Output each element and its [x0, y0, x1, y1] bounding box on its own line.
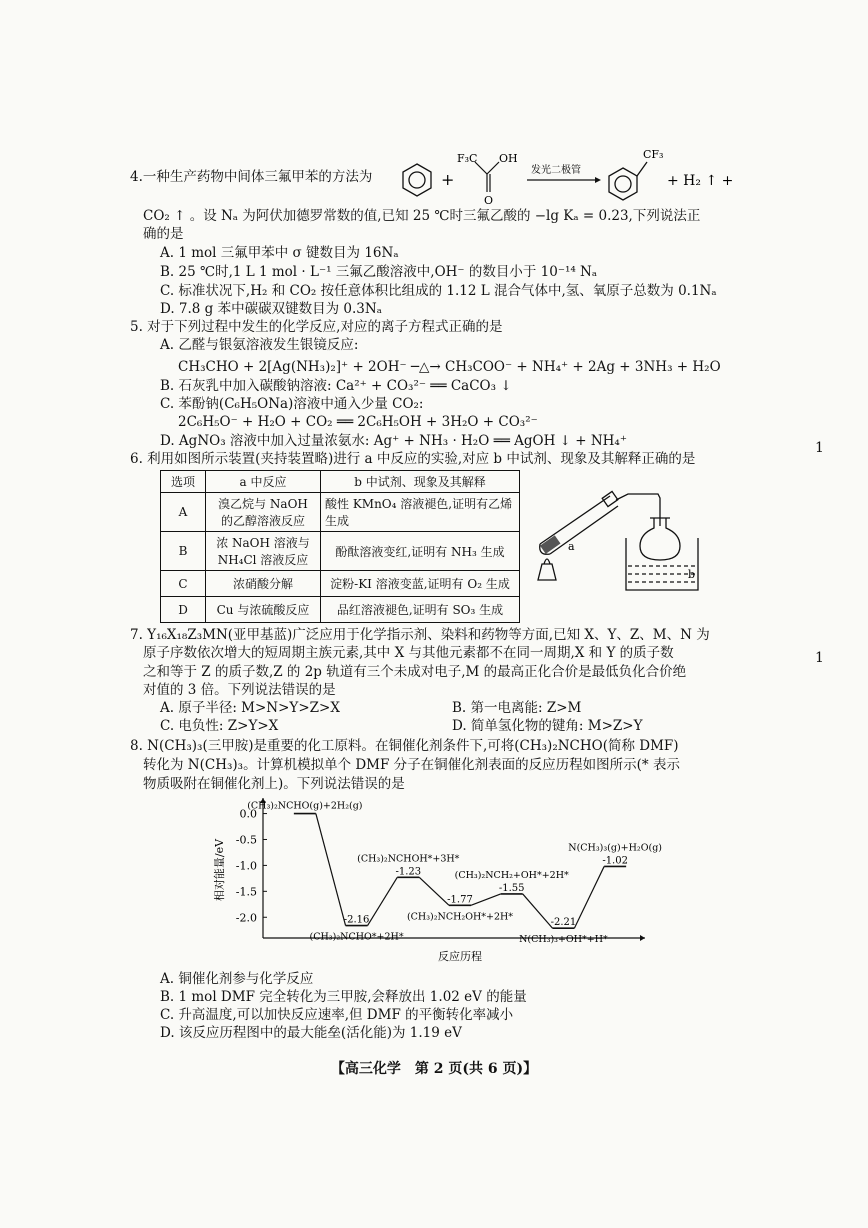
q6-row-d-opt: D	[161, 597, 206, 623]
energy-value-label: -1.77	[447, 894, 473, 906]
q4-stem-line2: CO₂ ↑ 。设 Nₐ 为阿伏加德罗常数的值,已知 25 ℃时三氟乙酸的 −lg Kₐ = 0.23,下列说法正	[143, 208, 701, 224]
q5-option-b: B. 石灰乳中加入碳酸钠溶液: Ca²⁺ + CO₃²⁻ ══ CaCO₃ ↓	[160, 378, 512, 394]
q5-option-c: C. 苯酚钠(C₆H₅ONa)溶液中通入少量 CO₂:	[160, 396, 424, 412]
q6-row-a-result: 酸性 KMnO₄ 溶液褪色,证明有乙烯 生成	[321, 493, 520, 532]
q8-option-b: B. 1 mol DMF 完全转化为三甲胺,会释放出 1.02 eV 的能量	[160, 989, 527, 1005]
energy-value-label: -2.21	[550, 917, 577, 929]
q8-option-d: D. 该反应历程图中的最大能垒(活化能)为 1.19 eV	[160, 1025, 462, 1041]
q8-stem-line2: 转化为 N(CH₃)₃。计算机模拟单个 DMF 分子在铜催化剂表面的反应历程如图所示(* 表示	[143, 757, 680, 773]
plus-sign: +	[441, 170, 455, 189]
arrow-condition-led: 发光二极管	[531, 165, 581, 176]
label-b: b	[688, 568, 696, 581]
y-tick-label: -1.5	[235, 885, 257, 899]
species-label: (CH₃)₂NCH₂OH*+2H*	[406, 911, 514, 923]
q8-option-a: A. 铜催化剂参与化学反应	[160, 971, 314, 987]
q7-stem-line4: 对值的 3 倍。下列说法错误的是	[143, 682, 336, 698]
q5-option-d: D. AgNO₃ 溶液中加入过量浓氨水: Ag⁺ + NH₃ · H₂O ══ AgOH ↓ + NH₄⁺	[160, 433, 627, 449]
q4-option-a: A. 1 mol 三氟甲苯中 σ 键数目为 16Nₐ	[160, 245, 399, 261]
q4-option-d: D. 7.8 g 苯中碳碳双键数目为 0.3Nₐ	[160, 301, 382, 317]
tfa-oh-label: OH	[499, 152, 518, 165]
energy-connector	[574, 866, 604, 928]
page-footer: 【高三化学 第 2 页(共 6 页)】	[330, 1061, 538, 1077]
q4-option-b: B. 25 ℃时,1 L 1 mol · L⁻¹ 三氟乙酸溶液中,OH⁻ 的数目小于 10⁻¹⁴ Nₐ	[160, 264, 598, 280]
q8-option-c: C. 升高温度,可以加快反应速率,但 DMF 的平衡转化率减小	[160, 1007, 514, 1023]
chart-ylabel: 相对能量/eV	[213, 838, 226, 902]
species-label: (CH₃)₂NCHO*+2H*	[309, 931, 404, 943]
q7-option-d: D. 简单氢化物的键角: M>Z>Y	[452, 718, 643, 734]
label-a: a	[568, 540, 575, 553]
q6-row-b-reaction: 浓 NaOH 溶液与 NH₄Cl 溶液反应	[206, 532, 321, 571]
q5-option-c-equation: 2C₆H₅O⁻ + H₂O + CO₂ ══ 2C₆H₅OH + 3H₂O + CO₃²⁻	[178, 414, 538, 430]
q6-apparatus-diagram	[528, 488, 713, 598]
energy-connector	[368, 877, 398, 925]
y-tick-label: -0.5	[235, 833, 257, 847]
species-label: N(CH₃)₃+OH*+H*	[519, 934, 608, 946]
q6-header-a: a 中反应	[206, 471, 321, 493]
species-label: (CH₃)₂NCHOH*+3H*	[357, 853, 460, 865]
energy-connector	[419, 877, 449, 905]
q4-stem-line1: 4.一种生产药物中间体三氟甲苯的方法为	[130, 169, 373, 185]
tfa-f3c-label: F₃C	[457, 152, 478, 165]
q8-stem-line3: 物质吸附在铜催化剂上)。下列说法错误的是	[143, 776, 405, 792]
q6-header-option: 选项	[161, 471, 206, 493]
h2-plus: + H₂ ↑ +	[667, 173, 734, 189]
edge-mark: 1	[815, 440, 824, 456]
q6-row-b-opt: B	[161, 532, 206, 571]
q7-stem-line1: 7. Y₁₆X₁₈Z₃MN(亚甲基蓝)广泛应用于化学指示剂、染料和药物等方面,已知 X、Y、Z、M、N 为	[130, 627, 710, 643]
q4-reaction-scheme	[395, 140, 775, 210]
q7-stem-line3: 之和等于 Z 的质子数,Z 的 2p 轨道有三个未成对电子,M 的最高正化合价是最低负化合价绝	[143, 664, 687, 680]
q7-option-c: C. 电负性: Z>Y>X	[160, 718, 279, 734]
q7-stem-line2: 原子序数依次增大的短周期主族元素,其中 X 与其他元素都不在同一周期,X 和 Y 的质子数	[143, 645, 674, 661]
y-tick-label: -1.0	[235, 859, 257, 873]
species-label: (CH₃)₂NCHO(g)+2H₂(g)	[247, 800, 363, 812]
q6-row-b-result: 酚酞溶液变红,证明有 NH₃ 生成	[321, 532, 520, 571]
energy-value-label: -1.02	[602, 855, 628, 867]
q5-option-a: A. 乙醛与银氨溶液发生银镜反应:	[160, 337, 359, 353]
q7-option-b: B. 第一电离能: Z>M	[452, 700, 582, 716]
energy-connector	[523, 894, 553, 928]
q6-row-c-reaction: 浓硝酸分解	[206, 571, 321, 597]
q7-option-a: A. 原子半径: M>N>Y>Z>X	[160, 700, 340, 716]
q4-option-c: C. 标准状况下,H₂ 和 CO₂ 按任意体积比组成的 1.12 L 混合气体中,氢、氧原子总数为 0.1Nₐ	[160, 283, 717, 299]
y-tick-label: 0.0	[239, 807, 257, 821]
chart-xlabel: 反应历程	[438, 950, 482, 963]
q6-row-a-opt: A	[161, 493, 206, 532]
q6-row-d-result: 品红溶液褪色,证明有 SO₃ 生成	[321, 597, 520, 623]
x-axis-arrow	[640, 935, 645, 941]
q4-stem-line3: 确的是	[143, 226, 184, 242]
energy-connector	[316, 814, 346, 926]
energy-value-label: -1.23	[395, 866, 422, 878]
energy-profile-chart	[205, 790, 665, 965]
q8-stem-line1: 8. N(CH₃)₃(三甲胺)是重要的化工原料。在铜催化剂条件下,可将(CH₃)₂NCHO(简称 DMF)	[130, 738, 679, 754]
q5-stem: 5. 对于下列过程中发生的化学反应,对应的离子方程式正确的是	[130, 319, 503, 335]
energy-connector	[471, 894, 501, 905]
q6-table	[160, 470, 520, 623]
trifluorotoluene-icon	[609, 162, 647, 200]
q6-stem: 6. 利用如图所示装置(夹持装置略)进行 a 中反应的实验,对应 b 中试剂、现象及其解释正确的是	[130, 451, 696, 467]
product-cf3-label: CF₃	[643, 148, 664, 161]
y-tick-label: -2.0	[235, 911, 257, 925]
q6-header-b: b 中试剂、现象及其解释	[321, 471, 520, 493]
q6-row-a-reaction: 溴乙烷与 NaOH 的乙醇溶液反应	[206, 493, 321, 532]
species-label: (CH₃)₂NCH₂+OH*+2H*	[454, 869, 569, 881]
benzene-ring-icon	[403, 164, 431, 196]
species-label: N(CH₃)₃(g)+H₂O(g)	[568, 842, 663, 854]
q6-row-c-result: 淀粉-KI 溶液变蓝,证明有 O₂ 生成	[321, 571, 520, 597]
energy-value-label: -1.55	[498, 882, 525, 894]
edge-mark: 1	[815, 650, 824, 666]
q6-row-d-reaction: Cu 与浓硫酸反应	[206, 597, 321, 623]
energy-value-label: -2.16	[343, 914, 370, 926]
tfa-structure	[475, 162, 499, 192]
tfa-o-label: O	[484, 194, 494, 207]
q6-row-c-opt: C	[161, 571, 206, 597]
q5-option-a-equation: CH₃CHO + 2[Ag(NH₃)₂]⁺ + 2OH⁻ ─△→ CH₃COO⁻ + NH₄⁺ + 2Ag + 3NH₃ + H₂O	[178, 359, 721, 375]
